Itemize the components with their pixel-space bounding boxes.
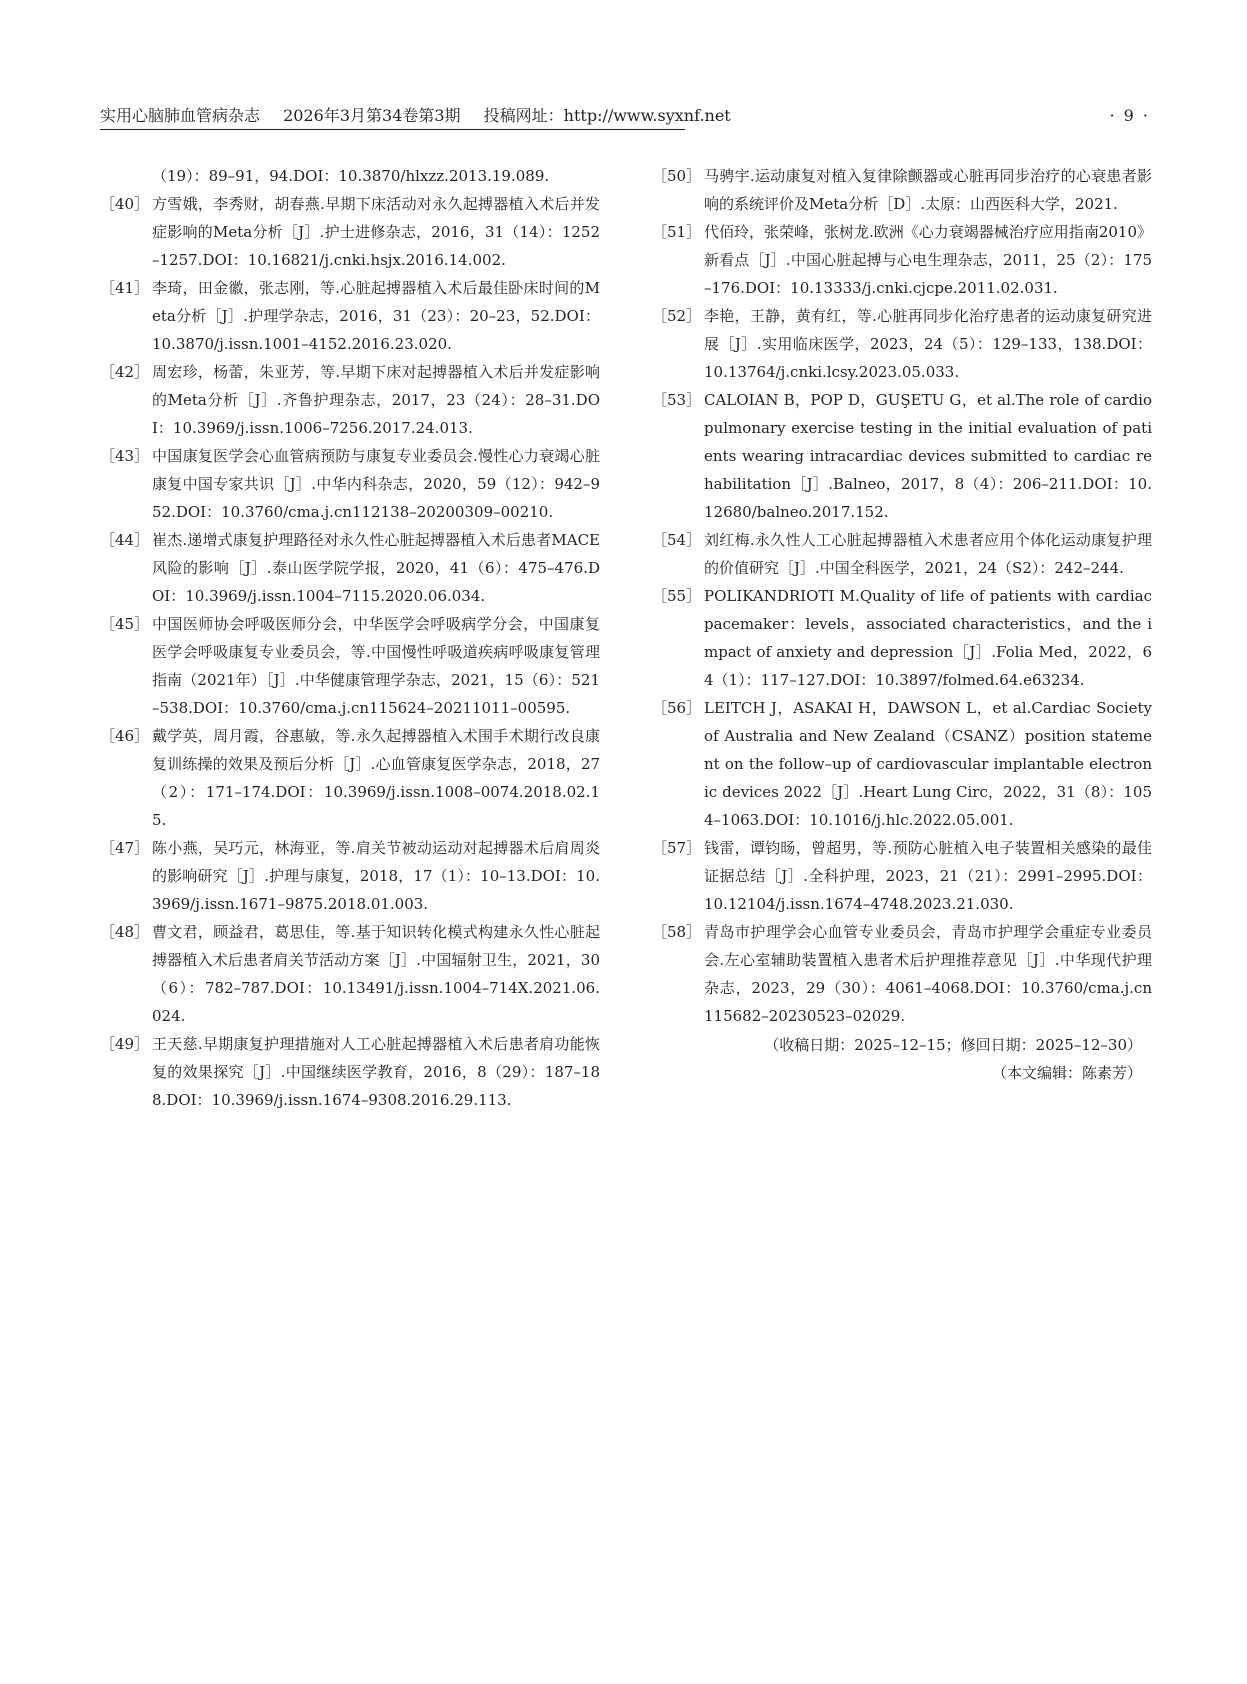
reference-item bbox=[100, 526, 600, 610]
reference-number: ［57］ bbox=[652, 839, 702, 857]
reference-item bbox=[100, 722, 600, 834]
reference-item bbox=[652, 162, 1152, 218]
reference-number: ［46］ bbox=[100, 727, 150, 745]
reference-text: 马骋宇.运动康复对植入复律除颤器或心脏再同步治疗的心衰患者影响的系统评价及Meta分析［D］.太原：山西医科大学，2021. bbox=[704, 167, 1152, 213]
reference-text: 陈小燕，吴巧元，林海亚，等.肩关节被动运动对起搏器术后肩周炎的影响研究［J］.护理与康复，2018，17（1）：10–13.DOI：10.3969/j.issn.1671–9875.2018.01.003. bbox=[152, 839, 600, 913]
reference-item bbox=[652, 834, 1152, 918]
reference-number: ［40］ bbox=[100, 195, 150, 213]
reference-continuation bbox=[100, 162, 600, 190]
reference-text: 青岛市护理学会心血管专业委员会，青岛市护理学会重症专业委员会.左心室辅助装置植入患者术后护理推荐意见［J］.中华现代护理杂志，2023，29（30）：4061–4068.DOI：10.3760/cma.j.cn115682–20230523–02029. bbox=[704, 923, 1152, 1025]
reference-text: 代佰玲，张荣峰，张树龙.欧洲《心力衰竭器械治疗应用指南2010》新看点［J］.中国心脏起搏与心电生理杂志，2011，25（2）：175–176.DOI：10.13333/j.cnki.cjcpe.2011.02.031. bbox=[704, 223, 1152, 297]
reference-text: 曹文君，顾益君，葛思佳，等.基于知识转化模式构建永久性心脏起搏器植入术后患者肩关节活动方案［J］.中国辐射卫生，2021，30（6）：782–787.DOI：10.13491/j.issn.1004–714X.2021.06.024. bbox=[152, 923, 600, 1025]
reference-item bbox=[652, 218, 1152, 302]
reference-item bbox=[100, 834, 600, 918]
reference-number: ［54］ bbox=[652, 531, 702, 549]
reference-item bbox=[652, 386, 1152, 526]
reference-text: 刘红梅.永久性人工心脏起搏器植入术患者应用个体化运动康复护理的价值研究［J］.中国全科医学，2021，24（S2）：242–244. bbox=[704, 531, 1152, 577]
reference-number: ［52］ bbox=[652, 307, 702, 325]
reference-item bbox=[100, 918, 600, 1030]
reference-item bbox=[100, 274, 600, 358]
reference-text: 中国医师协会呼吸医师分会，中华医学会呼吸病学分会，中国康复医学会呼吸康复专业委员会，等.中国慢性呼吸道疾病呼吸康复管理指南（2021年）［J］.中华健康管理学杂志，2021，15（6）：521–538.DOI：10.3760/cma.j.cn115624–20211011–00595. bbox=[152, 615, 600, 717]
reference-number: ［55］ bbox=[652, 587, 702, 605]
reference-number: ［43］ bbox=[100, 447, 150, 465]
reference-text: 方雪娥，李秀财，胡春燕.早期下床活动对永久起搏器植入术后并发症影响的Meta分析［J］.护士进修杂志，2016，31（14）：1252–1257.DOI：10.16821/j.cnki.hsjx.2016.14.002. bbox=[152, 195, 600, 269]
reference-item bbox=[652, 526, 1152, 582]
reference-text: 李艳，王静，黄有红，等.心脏再同步化治疗患者的运动康复研究进展［J］.实用临床医学，2023，24（5）：129–133，138.DOI：10.13764/j.cnki.lcsy.2023.05.033. bbox=[704, 307, 1152, 381]
reference-number: ［45］ bbox=[100, 615, 150, 633]
reference-number: ［44］ bbox=[100, 531, 150, 549]
reference-number: ［49］ bbox=[100, 1035, 150, 1053]
reference-text: 崔杰.递增式康复护理路径对永久性心脏起搏器植入术后患者MACE风险的影响［J］.泰山医学院学报，2020，41（6）：475–476.DOI：10.3969/j.issn.1004–7115.2020.06.034. bbox=[152, 531, 600, 605]
reference-number: ［47］ bbox=[100, 839, 150, 857]
editor-credit: （本文编辑：陈素芳） bbox=[991, 1064, 1142, 1082]
page-number: · 9 · bbox=[1109, 106, 1150, 125]
reference-text: （19）：89–91，94.DOI：10.3870/hlxzz.2013.19.089. bbox=[152, 167, 550, 185]
reference-text: LEITCH J，ASAKAI H，DAWSON L，et al.Cardiac Society of Australia and New Zealand（CSANZ）position statement on the follow–up of cardiovascular implantable electronic devices 2022［J］.Heart Lung Circ，2022，31（8）：1054–1063.DOI：10.1016/j.hlc.2022.05.001. bbox=[704, 699, 1152, 829]
reference-text: 周宏珍，杨蕾，朱亚芳，等.早期下床对起搏器植入术后并发症影响的Meta分析［J］.齐鲁护理杂志，2017，23（24）：28–31.DOI：10.3969/j.issn.1006–7256.2017.24.013. bbox=[152, 363, 600, 437]
reference-number: ［41］ bbox=[100, 279, 150, 297]
reference-item bbox=[100, 442, 600, 526]
reference-number: ［58］ bbox=[652, 923, 702, 941]
received-dates: （收稿日期：2025–12–15；修回日期：2025–12–30） bbox=[764, 1036, 1142, 1054]
reference-item bbox=[652, 918, 1152, 1030]
reference-text: POLIKANDRIOTI M.Quality of life of patients with cardiac pacemaker：levels，associated characteristics，and the impact of anxiety and depression［J］.Folia Med，2022，64（1）：117–127.DOI：10.3897/folmed.64.e63234. bbox=[704, 587, 1152, 689]
left-column bbox=[100, 162, 600, 1114]
reference-item bbox=[100, 610, 600, 722]
reference-item bbox=[100, 358, 600, 442]
reference-item bbox=[652, 694, 1152, 834]
reference-item bbox=[652, 582, 1152, 694]
reference-text: 中国康复医学会心血管病预防与康复专业委员会.慢性心力衰竭心脏康复中国专家共识［J］.中华内科杂志，2020，59（12）：942–952.DOI：10.3760/cma.j.cn112138–20200309–00210. bbox=[152, 447, 600, 521]
reference-number: ［56］ bbox=[652, 699, 702, 717]
right-column bbox=[652, 162, 1152, 1087]
header-left bbox=[100, 104, 749, 128]
reference-item bbox=[100, 1030, 600, 1114]
reference-text: 李琦，田金徽，张志刚，等.心脏起搏器植入术后最佳卧床时间的Meta分析［J］.护理学杂志，2016，31（23）：20–23，52.DOI：10.3870/j.issn.1001–4152.2016.23.020. bbox=[152, 279, 600, 353]
header-rule bbox=[100, 129, 685, 130]
issue-info: 2026年3月第34卷第3期 bbox=[283, 106, 461, 125]
reference-number: ［53］ bbox=[652, 391, 702, 409]
reference-text: 王天慈.早期康复护理措施对人工心脏起搏器植入术后患者肩功能恢复的效果探究［J］.中国继续医学教育，2016，8（29）：187–188.DOI：10.3969/j.issn.1674–9308.2016.29.113. bbox=[152, 1035, 600, 1109]
website-info: 投稿网址：http://www.syxnf.net bbox=[483, 106, 731, 125]
reference-text: 戴学英，周月霞，谷惠敏，等.永久起搏器植入术围手术期行改良康复训练操的效果及预后分析［J］.心血管康复医学杂志，2018，27（2）：171–174.DOI：10.3969/j.issn.1008–0074.2018.02.15. bbox=[152, 727, 600, 829]
reference-item bbox=[652, 302, 1152, 386]
reference-text: CALOIAN B，POP D，GUŞETU G，et al.The role of cardiopulmonary exercise testing in the initial evaluation of patients wearing intracardiac devices submitted to cardiac rehabilitation［J］.Balneo，2017，8（4）：206–211.DOI：10.12680/balneo.2017.152. bbox=[704, 391, 1152, 521]
reference-item bbox=[100, 190, 600, 274]
reference-number: ［42］ bbox=[100, 363, 150, 381]
reference-number: ［51］ bbox=[652, 223, 702, 241]
reference-text: 钱雷，谭钧旸，曾超男，等.预防心脏植入电子装置相关感染的最佳证据总结［J］.全科护理，2023，21（21）：2991–2995.DOI：10.12104/j.issn.1674–4748.2023.21.030. bbox=[704, 839, 1152, 913]
reference-number: ［50］ bbox=[652, 167, 702, 185]
running-header bbox=[100, 104, 1150, 128]
reference-number: ［48］ bbox=[100, 923, 150, 941]
journal-title: 实用心脑肺血管病杂志 bbox=[100, 106, 261, 125]
